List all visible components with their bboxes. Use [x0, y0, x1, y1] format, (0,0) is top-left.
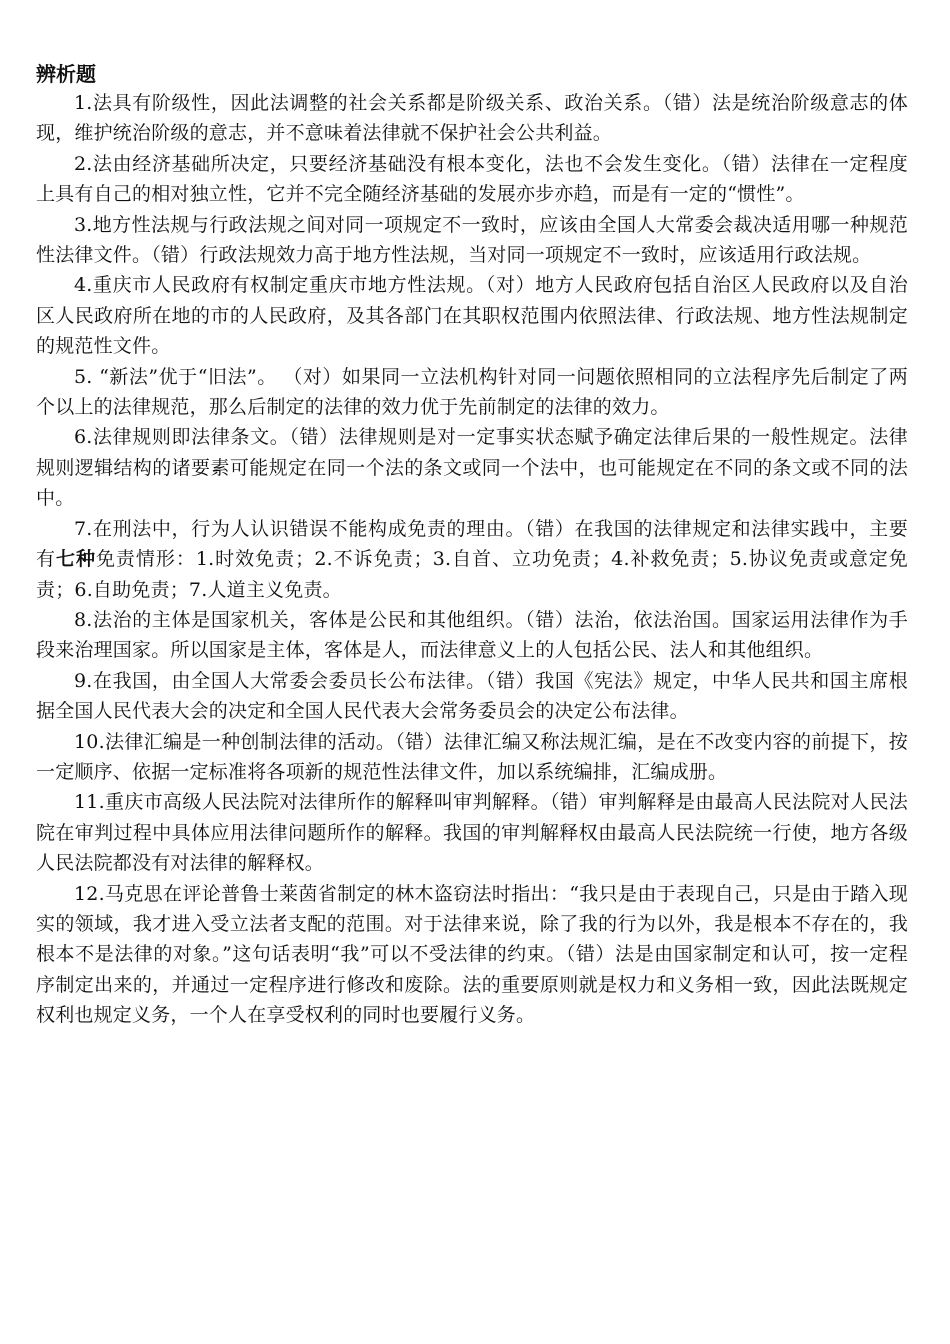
question-item-5: 5. “新法”优于“旧法”。 （对）如果同一立法机构针对同一问题依照相同的立法程序先后制定了两个以上的法律规范，那么后制定的法律的效力优于先前制定的法律的效力。	[36, 365, 908, 419]
question-item-11: 11.重庆市高级人民法院对法律所作的解释叫审判解释。（错）审判解释是由最高人民法院对人民法院在审判过程中具体应用法律问题所作的解释。我国的审判解释权由最高人民法院统一行使，地方各级人民法院都没有对法律的解释权。	[36, 791, 908, 875]
question-item-4: 4.重庆市人民政府有权制定重庆市地方性法规。（对）地方人民政府包括自治区人民政府以及自治区人民政府所在地的市的人民政府，及其各部门在其职权范围内依照法律、行政法规、地方性法规制定的规范性文件。	[36, 274, 908, 358]
question-item-2: 2.法由经济基础所决定，只要经济基础没有根本变化，法也不会发生变化。（错）法律在一定程度上具有自己的相对独立性，它并不完全随经济基础的发展亦步亦趋，而是有一定的“惯性”。	[36, 152, 908, 206]
question-item-9: 9.在我国，由全国人大常委会委员长公布法律。（错）我国《宪法》规定，中华人民共和国主席根据全国人民代表大会的决定和全国人民代表大会常务委员会的决定公布法律。	[36, 669, 908, 723]
section-heading: 辨析题	[36, 62, 96, 86]
question-item-3: 3.地方性法规与行政法规之间对同一项规定不一致时，应该由全国人大常委会裁决适用哪一种规范性法律文件。（错）行政法规效力高于地方性法规，当对同一项规定不一致时，应该适用行政法规。	[36, 213, 908, 267]
question-item-1: 1.法具有阶级性，因此法调整的社会关系都是阶级关系、政治关系。（错）法是统治阶级意志的体现，维护统治阶级的意志，并不意味着法律就不保护社会公共利益。	[36, 92, 908, 145]
question-item-7-text-before: 7.在刑法中，行为人认识错误不能构成免责的理由。（错）在我国的法律规定和法律实践中，主要有	[36, 517, 908, 571]
question-item-12: 12.马克思在评论普鲁士莱茵省制定的林木盗窃法时指出：“我只是由于表现自己，只是由于踏入现实的领域，我才进入受立法者支配的范围。对于法律来说，除了我的行为以外，我是根本不存在的，我根本不是法律的对象。”这句话表明“我”可以不受法律的约束。（错）法是由国家制定和认可，按一定程序制定出来的，并通过一定程序进行修改和废除。法的重要原则就是权力和义务相一致，因此法既规定权利也规定义务，一个人在享受权利的同时也要履行义务。	[36, 882, 908, 1027]
question-item-10: 10.法律汇编是一种创制法律的活动。（错）法律汇编又称法规汇编，是在不改变内容的前提下，按一定顺序、依据一定标准将各项新的规范性法律文件，加以系统编排，汇编成册。	[36, 730, 908, 783]
question-item-7-emphasis: 七种	[55, 548, 96, 571]
question-item-6: 6.法律规则即法律条文。（错）法律规则是对一定事实状态赋予确定法律后果的一般性规定。法律规则逻辑结构的诸要素可能规定在同一个法的条文或同一个法中，也可能规定在不同的条文或不同的法中。	[36, 426, 908, 510]
question-item-7	[36, 514, 908, 605]
question-item-8: 8.法治的主体是国家机关，客体是公民和其他组织。（错）法治，依法治国。国家运用法律作为手段来治理国家。所以国家是主体，客体是人，而法律意义上的人包括公民、法人和其他组织。	[36, 608, 908, 662]
question-item-7-text-after: 免责情形：1.时效免责；2.不诉免责；3.自首、立功免责；4.补救免责；5.协议免责或意定免责；6.自助免责；7.人道主义免责。	[36, 548, 908, 601]
